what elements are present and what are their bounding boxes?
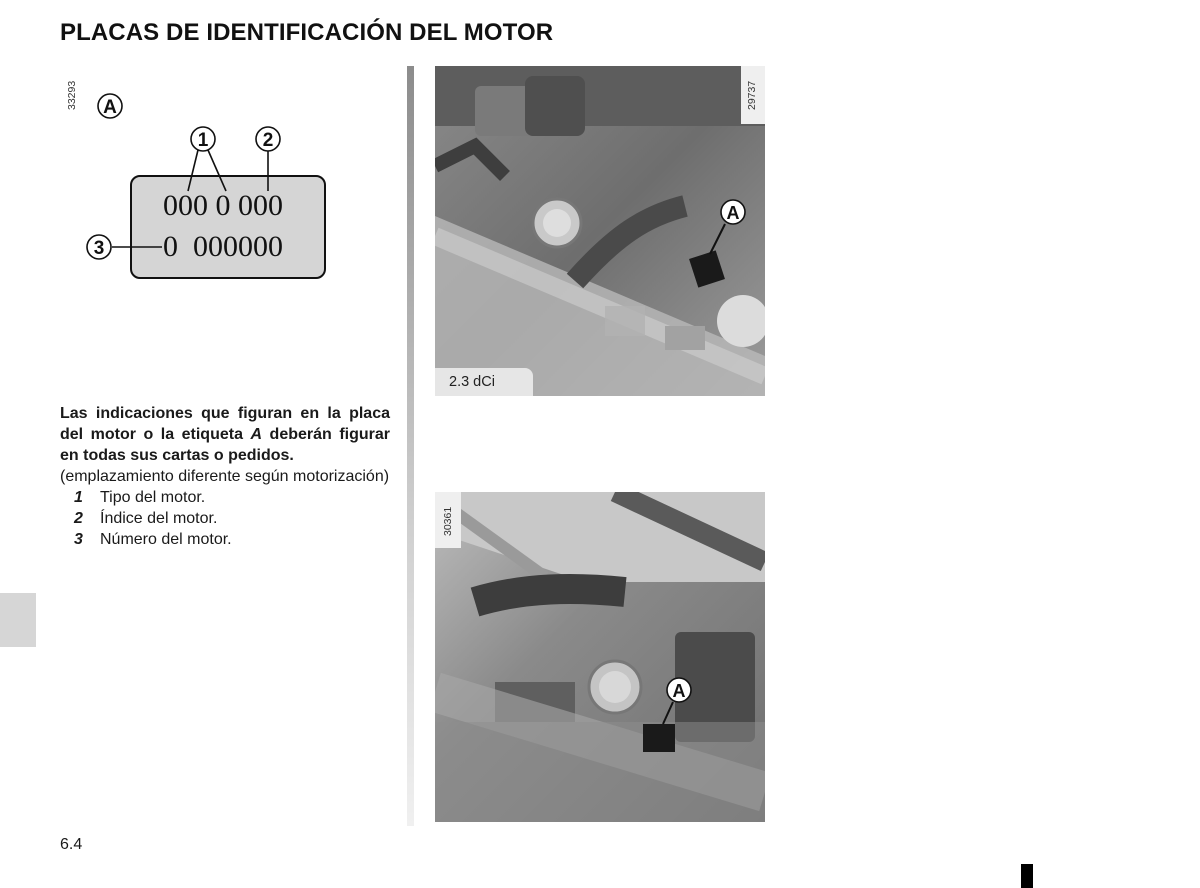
photo-caption: 2.3 dCi [449, 374, 495, 390]
legend-label: Número del motor. [100, 531, 232, 548]
legend-item [60, 529, 390, 550]
legend-item [60, 487, 390, 508]
normal-paragraph: (emplazamiento diferente según motorización) [60, 468, 390, 485]
column-divider [407, 66, 414, 826]
photo-label-a: A [672, 681, 686, 701]
bold-paragraph [60, 403, 390, 466]
legend-list [60, 487, 390, 550]
callout-1: 1 [197, 130, 209, 151]
callout-2: 2 [262, 130, 274, 151]
legend-item [60, 508, 390, 529]
plate-line-1: 000 0 000 [163, 189, 283, 222]
callout-3: 3 [93, 238, 105, 259]
engine-plate-diagram [80, 84, 340, 284]
legend-label: Tipo del motor. [100, 489, 206, 506]
engine-bay-illustration [435, 492, 765, 822]
figure-code: 29737 [746, 80, 758, 110]
engine-photo-2-3-dci [435, 66, 765, 396]
legend-label: Índice del motor. [100, 510, 218, 527]
plate-line-2: 0 000000 [163, 230, 283, 263]
body-text [60, 403, 390, 550]
page-number: 6.4 [60, 836, 83, 853]
legend-num: 2 [74, 510, 83, 527]
photo-label-a: A [726, 203, 740, 223]
legend-num: 3 [74, 531, 83, 548]
page-title: PLACAS DE IDENTIFICACIÓN DEL MOTOR [60, 19, 554, 46]
legend-num: 1 [74, 489, 83, 506]
engine-photo-2 [435, 492, 765, 822]
chapter-tab [0, 593, 36, 647]
page-edge-mark [1021, 864, 1033, 888]
bold-paragraph-text: Las indicaciones que figuran en la placa del motor o la etiqueta A deberán figurar en todas sus cartas o pedidos. [60, 405, 390, 464]
figure-code: 33293 [66, 80, 78, 110]
label-a: A [103, 97, 117, 118]
engine-bay-illustration [435, 66, 765, 396]
figure-code: 30361 [442, 506, 454, 536]
